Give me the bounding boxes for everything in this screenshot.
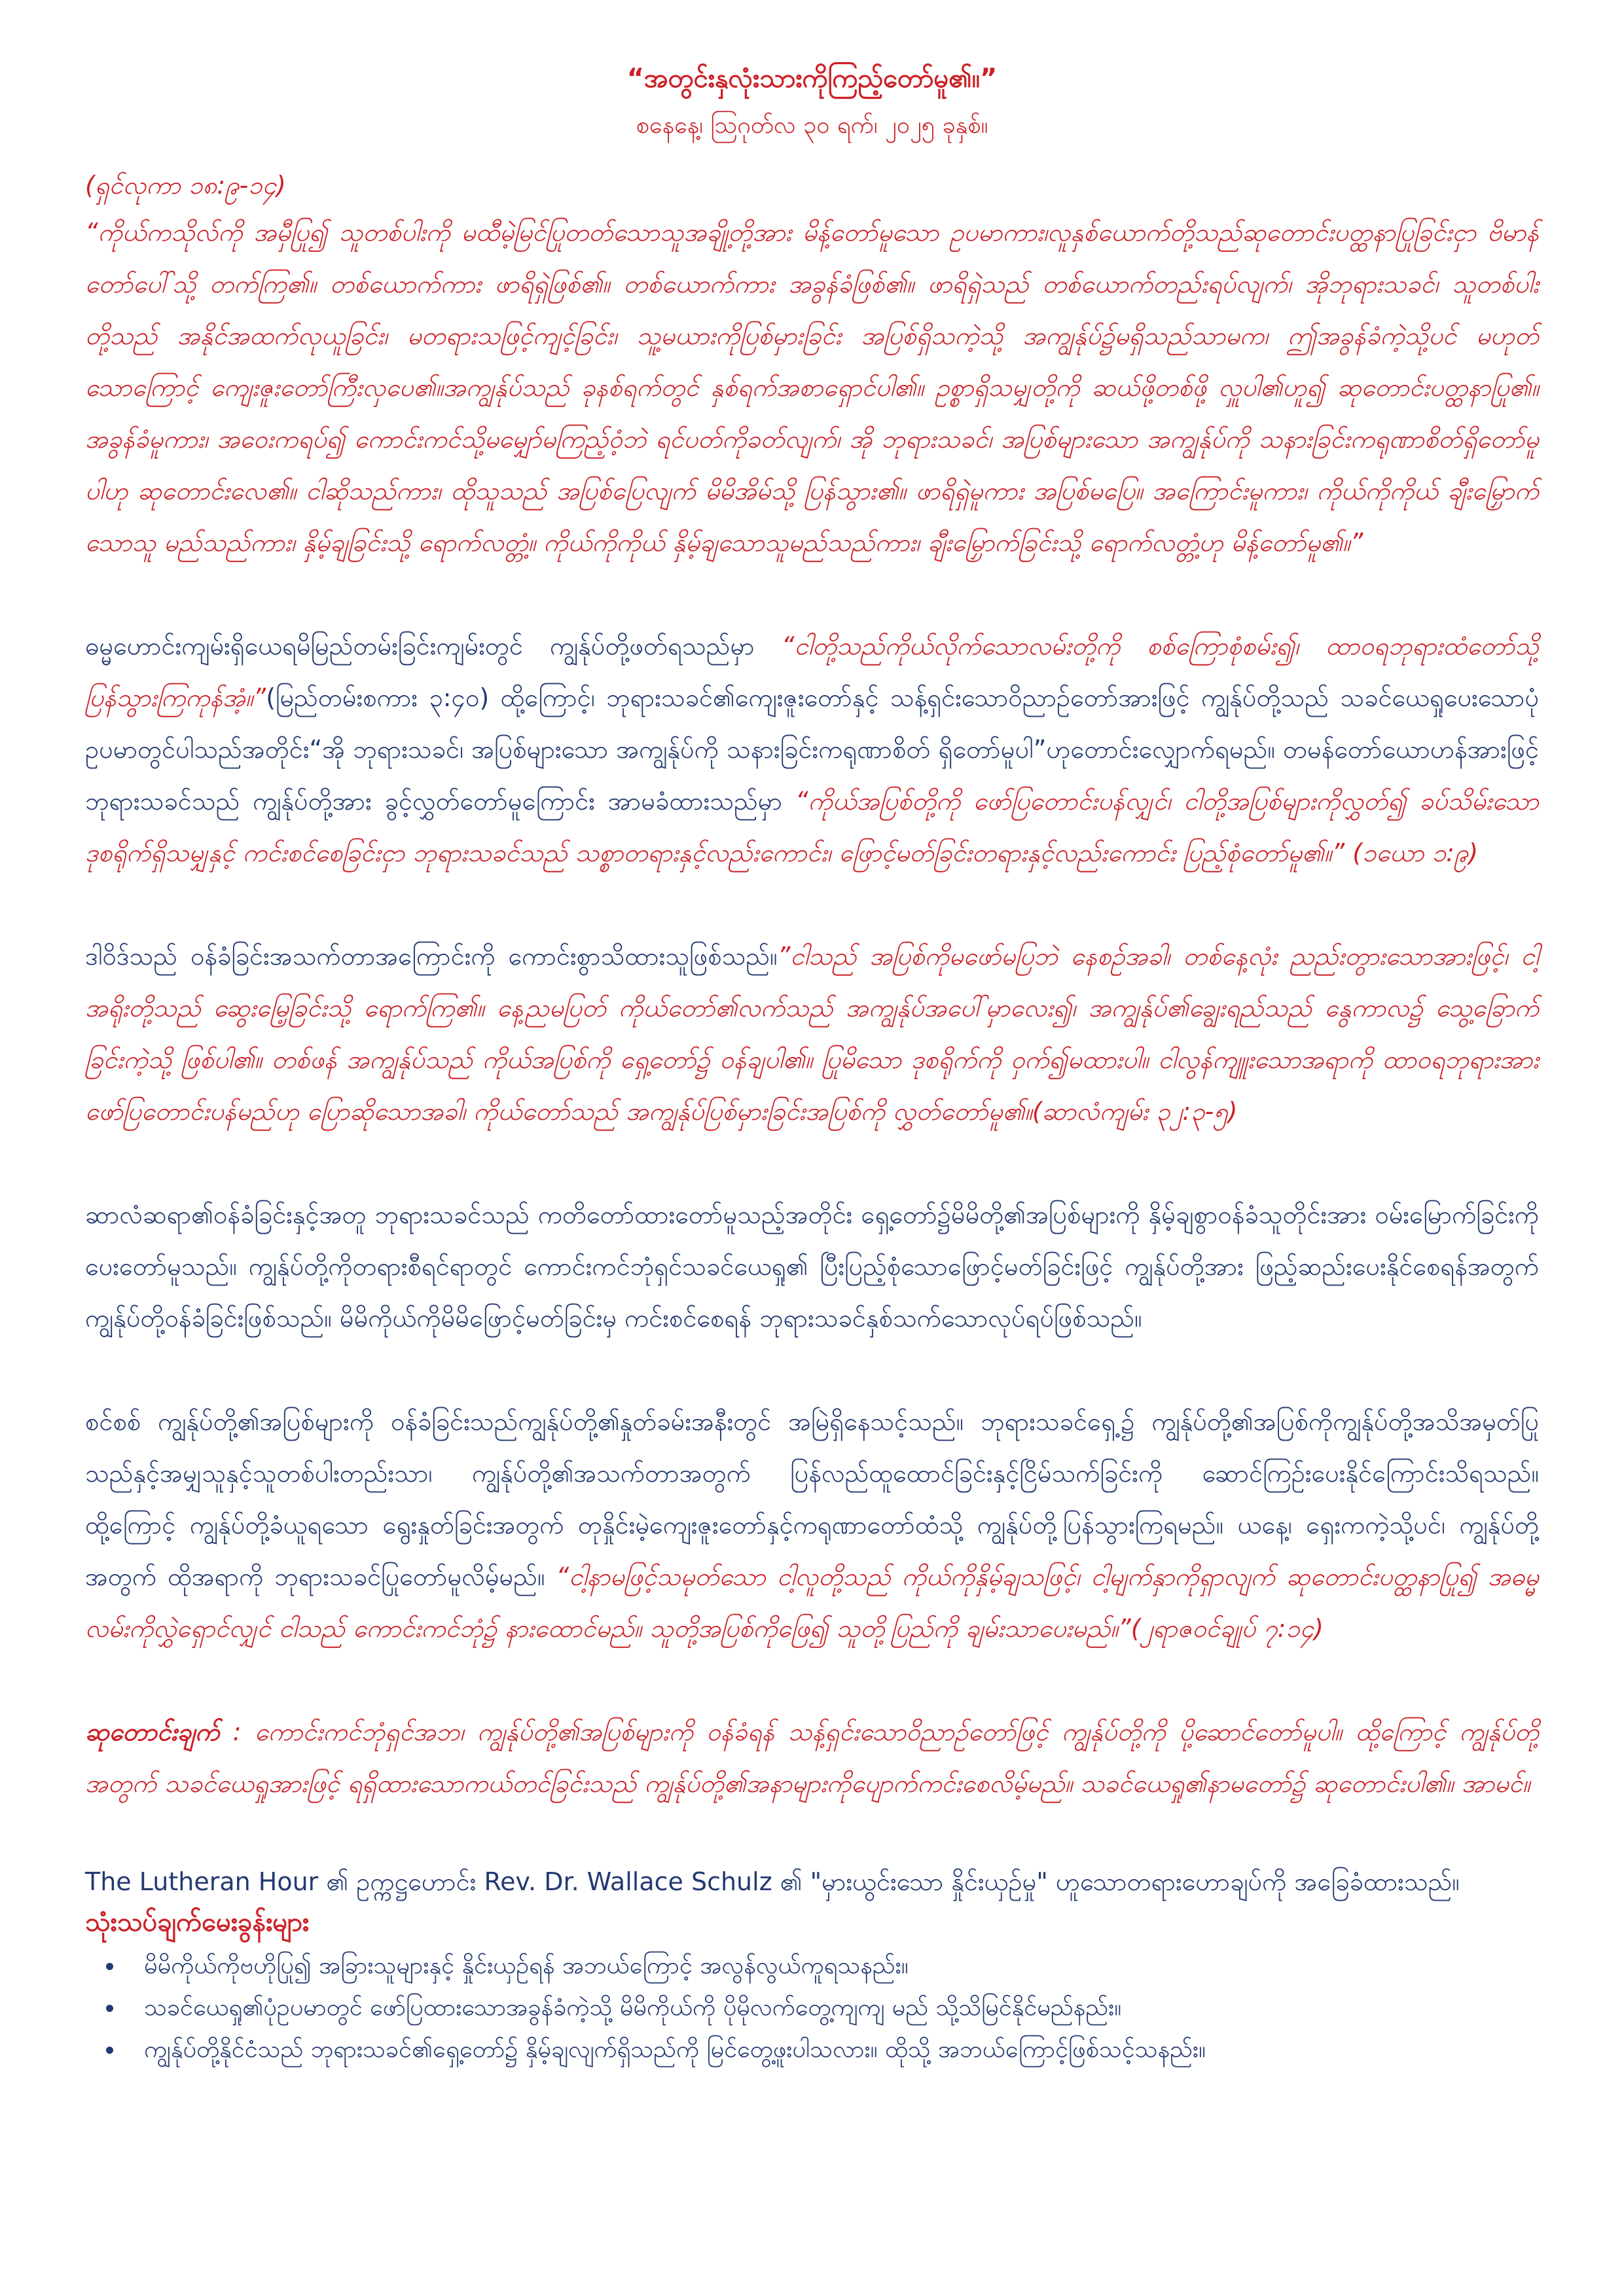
list-item: • ကျွန်ုပ်တို့နိုင်ငံသည် ဘုရားသခင်၏ရှေ့တော်၌ နှိမ့်ချလျက်ရှိသည်ကို မြင်တွေ့ဖူးပါသလား။ ထိုသို့ အဘယ်ကြောင့်ဖြစ်သင့်သနည်း။: [124, 2029, 1539, 2071]
paragraph-psalmist: [85, 1189, 1539, 1344]
paragraph-1: [85, 620, 1539, 879]
date-line: စနေနေ့၊ ဩဂုတ်လ ၃၀ ရက်၊ ၂၀၂၅ ခုနှစ်။: [636, 112, 988, 139]
paragraph-david: [85, 931, 1539, 1138]
reflection-block: [85, 1861, 1539, 2071]
reflection-heading: သုံးသပ်ချက်မေးခွန်းများ: [85, 1907, 310, 1937]
attribution-line: The Lutheran Hour ၏ ဥက္ကဋ္ဌဟောင်း Rev. Dr. Wallace Schulz ၏ "မှားယွင်းသော နှိုင်းယှဉ်မှု" ဟူသောတရားဟောချပ်ကို အခြေခံထားသည်။: [85, 1867, 1460, 1896]
prayer-paragraph: [85, 1706, 1539, 1810]
page-title: “အတွင်းနှလုံးသားကိုကြည့်တော်မူ၏။”: [626, 63, 998, 94]
prayer-separator: :: [219, 1717, 242, 1746]
prayer-block: [85, 1706, 1539, 1810]
paragraph-4: [85, 1396, 1539, 1655]
list-item: • မိမိကိုယ်ကိုဗဟိုပြု၍ အခြားသူများနှင့် နှိုင်းယှဉ်ရန် အဘယ်ကြောင့် အလွန်လွယ်ကူရသနည်း။: [124, 1945, 1539, 1987]
prayer-label: ဆုတောင်းချက်: [85, 1717, 220, 1746]
paragraph-1-mid: (မြည်တမ်းစကား ၃:၄၀) ထို့ကြောင့်၊ ဘုရားသခင်၏ကျေးဇူးတော်နှင့် သန့်ရှင်းသောဝိညာဉ်တော်အားဖြင့် ကျွန်ုပ်တို့သည် သခင်ယေရှုပေးသောပုံဥပမာတွင်ပါသည်အတိုင်း“အို ဘုရားသခင်၊ အပြစ်များသော အကျွန်ုပ်ကို သနားခြင်းကရုဏာစိတ် ရှိတော်မူပါ”ဟုတောင်းလျှောက်ရမည်။ တမန်တော်ယောဟန်အားဖြင့် ဘုရားသခင်သည် ကျွန်ုပ်တို့အား ခွင့်လွှတ်တော်မူကြောင်း အာမခံထားသည်မှာ: [85, 683, 1539, 816]
reflection-questions: [85, 1945, 1539, 2071]
paragraph-lamentations: [85, 620, 1539, 879]
paragraph-1-quote: “ငါတို့သည်ကိုယ်လိုက်သောလမ်းတို့ကို စစ်ကြောစုံစမ်း၍၊ ထာဝရဘုရားထံတော်သို့ ပြန်သွားကြကုန်အံ့။”: [85, 632, 1539, 712]
paragraph-1-lead: ဓမ္မဟောင်းကျမ်းရှိယေရမိမြည်တမ်းခြင်းကျမ်းတွင် ကျွန်ုပ်တို့ဖတ်ရသည်မှာ: [85, 632, 755, 660]
paragraph-4-lead: စင်စစ် ကျွန်ုပ်တို့၏အပြစ်များကို ဝန်ခံခြင်းသည်ကျွန်ုပ်တို့၏နှုတ်ခမ်းအနီးတွင် အမြဲရှိနေသင့်သည်။ ဘုရားသခင်ရှေ့၌ ကျွန်ုပ်တို့၏အပြစ်ကိုကျွန်ုပ်တို့အသိအမှတ်ပြုသည်နှင့်အမျှသူနှင့်သူတစ်ပါးတည်းသာ၊ ကျွန်ုပ်တို့၏အသက်တာအတွက် ပြန်လည်ထူထောင်ခြင်းနှင့်ငြိမ်သက်ခြင်းကို ဆောင်ကြဉ်းပေးနိုင်ကြောင်းသိရသည်။ ထို့ကြောင့် ကျွန်ုပ်တို့ခံယူရသော ရွေးနှုတ်ခြင်းအတွက် တုနှိုင်းမဲ့ကျေးဇူးတော်နှင့်ကရုဏာတော်ထံသို့ ကျွန်ုပ်တို့ပြန်သွားကြရမည်။ ယနေ့၊ ရှေးကကဲ့သို့ပင်၊ ကျွန်ုပ်တို့အတွက် ထိုအရာကို ဘုရားသခင်ပြုတော်မူလိမ့်မည်။: [85, 1407, 1539, 1591]
paragraph-confession: [85, 1396, 1539, 1655]
scripture-text: “ကိုယ်ကသိုလ်ကို အမှီပြု၍ သူတစ်ပါးကို မထီမဲ့မြင်ပြုတတ်သောသူအချို့တို့အား မိန့်တော်မူသော ဥပမာကား၊လူနှစ်ယောက်တို့သည်ဆုတောင်းပတ္ထနာပြုခြင်းငှာ ဗိမာန်တော်ပေါ်သို့ တက်ကြ၏။ တစ်ယောက်ကား ဖာရိရှဲဖြစ်၏။ တစ်ယောက်ကား အခွန်ခံဖြစ်၏။ ဖာရိရှဲသည် တစ်ယောက်တည်းရပ်လျက်၊ အိုဘုရားသခင်၊ သူတစ်ပါးတို့သည် အနိုင်အထက်လုယူခြင်း၊ မတရားသဖြင့်ကျင့်ခြင်း၊ သူ့မယားကိုပြစ်မှားခြင်း အပြစ်ရှိသကဲ့သို့ အကျွန်ုပ်၌မရှိသည်သာမက၊ ဤအခွန်ခံကဲ့သို့ပင် မဟုတ်သောကြောင့် ကျေးဇူးတော်ကြီးလှပေ၏။အကျွန်ုပ်သည် ခုနစ်ရက်တွင် နှစ်ရက်အစာရှောင်ပါ၏။ ဥစ္စာရှိသမျှတို့ကို ဆယ်ဖို့တစ်ဖို့ လှူပါ၏ဟူ၍ ဆုတောင်းပတ္ထနာပြု၏။ အခွန်ခံမူကား၊ အဝေးကရပ်၍ ကောင်းကင်သို့မမျှော်မကြည့်ဝံ့ဘဲ ရင်ပတ်ကိုခတ်လျက်၊ အို ဘုရားသခင်၊ အပြစ်များသော အကျွန်ုပ်ကို သနားခြင်းကရုဏာစိတ်ရှိတော်မူပါဟု ဆုတောင်းလေ၏။ ငါဆိုသည်ကား၊ ထိုသူသည် အပြစ်ပြေလျက် မိမိအိမ်သို့ ပြန်သွား၏။ ဖာရိရှဲမူကား အပြစ်မပြေ။ အကြောင်းမူကား၊ ကိုယ်ကိုကိုယ် ချီးမြှောက်သောသူ မည်သည်ကား၊ နှိမ့်ချခြင်းသို့ ရောက်လတ္တံ့။ ကိုယ်ကိုကိုယ် နှိမ့်ချသောသူမည်သည်ကား၊ ချီးမြှောက်ခြင်းသို့ ရောက်လတ္တံ့ဟု မိန့်တော်မူ၏။”: [85, 218, 1539, 557]
paragraph-2-lead: ဒါဝိဒ်သည် ဝန်ခံခြင်းအသက်တာအကြောင်းကို ကောင်းစွာသိထားသူဖြစ်သည်။: [85, 942, 778, 971]
prayer-text: ကောင်းကင်ဘုံရှင်အဘ၊ ကျွန်ုပ်တို့၏အပြစ်များကို ဝန်ခံရန် သန့်ရှင်းသောဝိညာဉ်တော်ဖြင့် ကျွန်ုပ်တို့ကို ပို့ဆောင်တော်မူပါ။ ထို့ကြောင့် ကျွန်ုပ်တို့အတွက် သခင်ယေရှုအားဖြင့် ရရှိထားသောကယ်တင်ခြင်းသည် ကျွန်ုပ်တို့၏အနာများကိုပျောက်ကင်းစေလိမ့်မည်။ သခင်ယေရှု၏နာမတော်၌ ဆုတောင်းပါ၏။ အာမင်။: [85, 1717, 1540, 1798]
paragraph-1-quote-2: “ကိုယ်အပြစ်တို့ကို ဖော်ပြတောင်းပန်လျှင်၊ ငါတို့အပြစ်များကိုလွှတ်၍ ခပ်သိမ်းသော ဒုစရိုက်ရှိသမျှနှင့် ကင်းစင်စေခြင်းငှာ ဘုရားသခင်သည် သစ္စာတရားနှင့်လည်းကောင်း၊ ဖြောင့်မတ်ခြင်းတရားနှင့်လည်းကောင်း ပြည့်စုံတော်မူ၏။” (၁ယော ၁:၉): [85, 787, 1539, 867]
paragraph-2: [85, 931, 1539, 1138]
paragraph-4-quote: “ငါ့နာမဖြင့်သမုတ်သော ငါ့လူတို့သည် ကိုယ်ကိုနှိမ့်ချသဖြင့်၊ ငါ့မျက်နှာကိုရှာလျက် ဆုတောင်းပတ္ထနာပြု၍ အဓမ္မလမ်းကိုလွှဲရှောင်လျှင် ငါသည် ကောင်းကင်ဘုံ၌ နားထောင်မည်။ သူတို့အပြစ်ကိုဖြေ၍ သူတို့ပြည်ကို ချမ်းသာပေးမည်။”(၂ရာဇဝင်ချုပ် ၇:၁၄): [85, 1562, 1539, 1643]
scripture-reference: (ရှင်လုကာ ၁၈:၉-၁၄): [85, 171, 286, 200]
paragraph-3: ဆာလံဆရာ၏ဝန်ခံခြင်းနှင့်အတူ ဘုရားသခင်သည် ကတိတော်ထားတော်မူသည့်အတိုင်း ရှေ့တော်၌မိမိတို့၏အပြစ်များကို နှိမ့်ချစွာဝန်ခံသူတိုင်းအား ဝမ်းမြောက်ခြင်းကိုပေးတော်မူသည်။ ကျွန်ုပ်တို့ကိုတရားစီရင်ရာတွင် ကောင်းကင်ဘုံရှင်သခင်ယေရှု၏ ပြီးပြည့်စုံသောဖြောင့်မတ်ခြင်းဖြင့် ကျွန်ုပ်တို့အား ဖြည့်ဆည်းပေးနိုင်စေရန်အတွက် ကျွန်ုပ်တို့ဝန်ခံခြင်းဖြစ်သည်။ မိမိကိုယ်ကိုမိမိဖြောင့်မတ်ခြင်းမှ ကင်းစင်စေရန် ဘုရားသခင်နှစ်သက်သောလုပ်ရပ်ဖြစ်သည်။: [85, 1200, 1539, 1333]
paragraph-2-quote: ”ငါသည် အပြစ်ကိုမဖော်မပြဘဲ နေစဉ်အခါ၊ တစ်နေ့လုံး ညည်းတွားသောအားဖြင့်၊ ငါ့အရိုးတို့သည် ဆွေးမြေ့ခြင်းသို့ ရောက်ကြ၏။ နေ့ညမပြတ် ကိုယ်တော်၏လက်သည် အကျွန်ုပ်အပေါ်မှာလေး၍၊ အကျွန်ုပ်၏ချွေးရည်သည် နွေကာလ၌ သွေ့ခြောက်ခြင်းကဲ့သို့ ဖြစ်ပါ၏။ တစ်ဖန် အကျွန်ုပ်သည် ကိုယ်အပြစ်ကို ရှေ့တော်၌ ဝန်ချပါ၏။ ပြုမိသော ဒုစရိုက်ကို ဝှက်၍မထားပါ။ ငါလွန်ကျူးသောအရာကို ထာဝရဘုရားအားဖော်ပြတောင်းပန်မည်ဟု ပြောဆိုသောအခါ၊ ကိုယ်တော်သည် အကျွန်ုပ်ပြစ်မှားခြင်းအပြစ်ကို လွှတ်တော်မူ၏။(ဆာလံကျမ်း ၃၂:၃-၅): [85, 942, 1540, 1126]
scripture-block: [85, 164, 1539, 569]
list-item: • သခင်ယေရှု၏ပုံဥပမာတွင် ဖော်ပြထားသောအခွန်ခံကဲ့သို့ မိမိကိုယ်ကို ပိုမိုလက်တွေ့ကျကျ မည် သို့သိမြင်နိုင်မည်နည်း။: [124, 1987, 1539, 2029]
